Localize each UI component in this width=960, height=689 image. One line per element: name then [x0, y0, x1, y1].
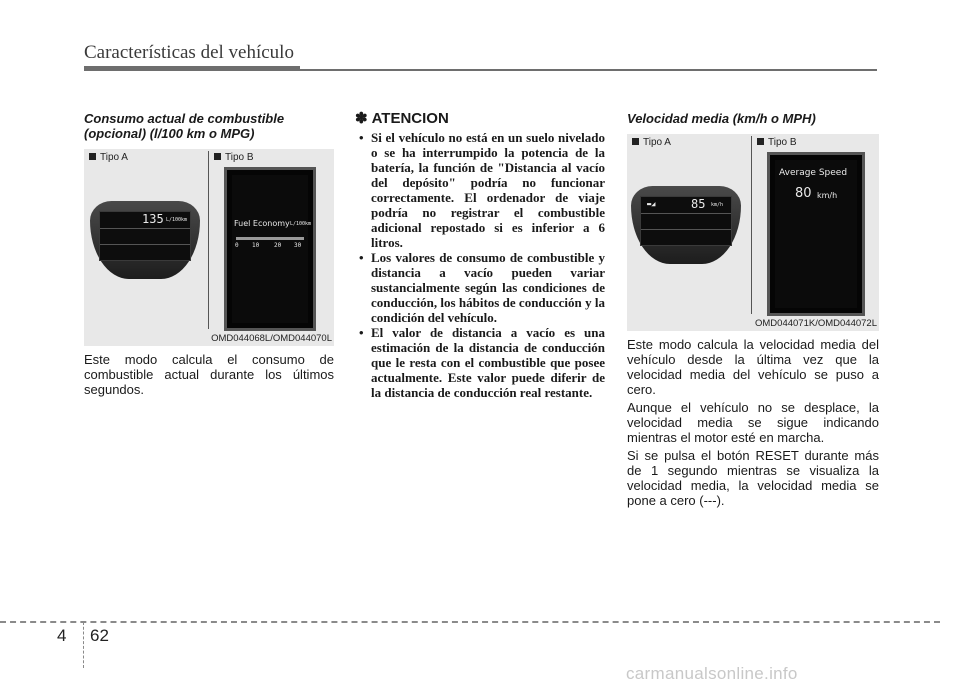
- tft-tick: 10: [252, 242, 260, 249]
- figure-code: OMD044071K/OMD044072L: [755, 318, 877, 329]
- notice-list: [355, 130, 605, 400]
- figure-label-type-a: Tipo A: [632, 137, 671, 148]
- lcd-fuel-value: 135: [142, 212, 164, 226]
- body-text-average-speed: Aunque el vehículo no se desplace, la velocidad media se sigue indicando mientras el motor esté en marcha.: [627, 400, 879, 445]
- square-bullet-icon: [89, 153, 96, 160]
- body-text-average-speed: Este modo calcula la velocidad media del vehículo desde la última vez que la velocidad media del vehículo se puso a cero.: [627, 337, 879, 397]
- cluster-lcd: [640, 196, 732, 246]
- cluster-lcd: [99, 211, 191, 261]
- header-rule: [84, 66, 300, 71]
- header-rule-thin: [300, 69, 877, 71]
- tft-tick: 0: [235, 242, 239, 249]
- lcd-speed-unit: km/h: [711, 202, 724, 208]
- figure-label-type-b: Tipo B: [757, 137, 797, 148]
- page-number: 62: [90, 626, 109, 645]
- chapter-number: 4: [57, 626, 67, 645]
- car-icon: ▬◢: [647, 200, 656, 208]
- lcd-speed-value: 85: [691, 197, 706, 211]
- tft-tick: 20: [274, 242, 282, 249]
- notice-title: [355, 111, 605, 126]
- square-bullet-icon: [632, 138, 639, 145]
- figure-code: OMD044068L/OMD044070L: [211, 333, 332, 344]
- body-text-average-speed: Si se pulsa el botón RESET durante más de 1 segundo mientras se visualiza la velocidad media, la velocidad media se pone a cero (---).: [627, 448, 879, 508]
- square-bullet-icon: [757, 138, 764, 145]
- notice-item: • Si el vehículo no está en un suelo nivelado o se ha interrumpido la potencia de la batería, la función de "Distancia al vacío del depósito" podría no funcionar correctamente. El ordenador de viaje podría no registrar el combustible adicional repostado si es inferior a 6 litros.: [359, 130, 605, 250]
- tft-tick: 30: [294, 242, 302, 249]
- watermark: carmanualsonline.info: [626, 664, 798, 683]
- asterisk-icon: ✽: [355, 110, 368, 127]
- column-average-speed: [627, 111, 879, 508]
- tft-speed-title: Average Speed: [779, 168, 848, 178]
- figure-divider: [208, 151, 209, 329]
- footer-divider: [83, 622, 84, 668]
- notice-item: • Los valores de consumo de combustible y distancia a vacío pueden variar sustancialmente según las condiciones de conducción, los hábitos de conducción y la condición del vehículo.: [359, 250, 605, 325]
- section-title-average-speed: Velocidad media (km/h o MPH): [627, 111, 816, 126]
- figure-divider: [751, 136, 752, 314]
- column-fuel-consumption: [84, 111, 334, 397]
- figure-average-speed: [627, 134, 879, 331]
- cluster-type-a: [631, 186, 741, 264]
- figure-label-type-a: Tipo A: [89, 152, 128, 163]
- figure-label-type-b: Tipo B: [214, 152, 254, 163]
- column-notice: [355, 111, 605, 400]
- tft-fuel-unit: L/100km: [290, 221, 312, 227]
- figure-fuel-consumption: [84, 149, 334, 346]
- tft-screen: [775, 160, 857, 308]
- cluster-type-a: [90, 201, 200, 279]
- notice-title-text: ATENCION: [371, 110, 449, 127]
- footer-rule: [0, 621, 940, 623]
- lcd-fuel-unit: L/100km: [166, 217, 188, 223]
- page-header-title: Características del vehículo: [84, 42, 294, 63]
- section-title-fuel-consumption: Consumo actual de combustible (opcional) (l/100 km o MPG): [84, 111, 285, 141]
- tft-display-type-b: [767, 152, 865, 316]
- body-text-fuel-consumption: Este modo calcula el consumo de combustible actual durante los últimos segundos.: [84, 352, 334, 397]
- tft-screen: [232, 175, 312, 323]
- notice-item: • El valor de distancia a vacío es una estimación de la distancia de conducción que le resta con el combustible que posee actualmente. Este valor puede diferir de la distancia de conducción real restante.: [359, 325, 605, 400]
- tft-display-type-b: [224, 167, 316, 331]
- tft-speed-unit: km/h: [817, 191, 838, 200]
- tft-speed-value: 80: [795, 186, 812, 201]
- square-bullet-icon: [214, 153, 221, 160]
- tft-fuel-title: Fuel Economy: [234, 219, 290, 228]
